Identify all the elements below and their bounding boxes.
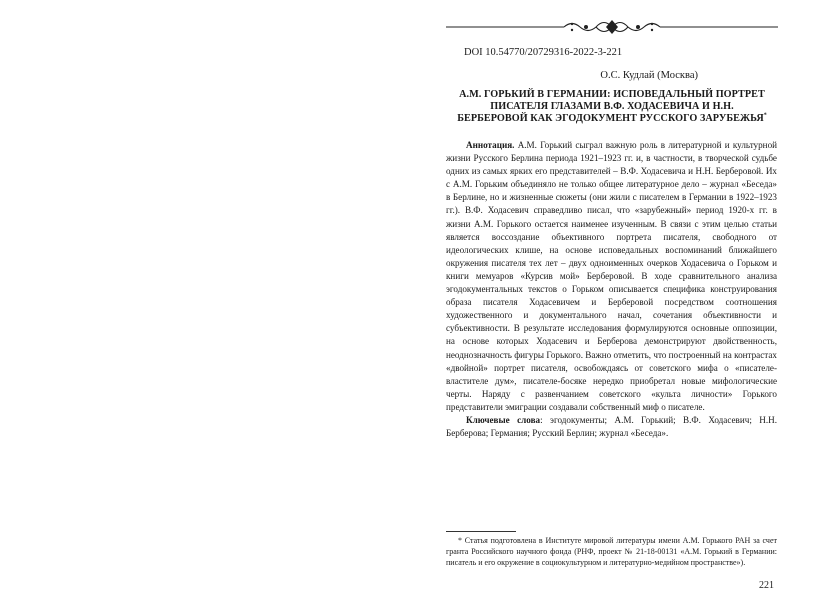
- abstract-paragraph: [446, 139, 777, 414]
- title-footnote-mark: *: [763, 113, 767, 120]
- footnote-text: * Статья подготовлена в Институте мировой литературы имени А.М. Горького РАН за счет гранта Российского научного фонда (РНФ, проект № 21-18-00131 «А.М. Горький в Германии: писатель и его окружение в социокультурном и литературно-медийном пространстве»).: [446, 536, 777, 568]
- footnote-divider: [446, 531, 516, 532]
- abstract: [446, 139, 777, 440]
- footnote: [446, 535, 777, 569]
- abstract-text: А.М. Горький сыграл важную роль в литературной и культурной жизни Русского Берлина периода 1921–1923 гг. и, в частности, в творческой судьбе одних из самых ярких его представителей – В.Ф. Ходасевича и Н.Н. Берберовой. Их с А.М. Горьким объединяло не только общее литературное дело – журнал «Беседа» в Берлине, но и жизненные сюжеты (они жили с писателем в Германии в 1922–1923 гг.). В.Ф. Ходасевич справедливо писал, что «зарубежный» период 1920-х гг. в жизни А.М. Горького остается наименее изученным. В связи с этим целью статьи является воссоздание объективного портрета писателя, свободного от идеологических клише, на основе исповедальных воспоминаний ближайшего окружения писателя тех лет – двух одноименных очерков Ходасевича о Горьком и книги мемуаров «Курсив мой» Берберовой. В ходе сравнительного анализа эгодокументальных текстов о Горьком описывается специфика конструирования образа писателя Ходасевичем и Берберовой посредством соотношения художественного и документального начал, сочетания объективности и субъективности. В результате исследования формулируются основные оппозиции, на основе которых Ходасевич и Берберова демонстрируют двойственность, неоднозначность фигуры Горького. Важно отметить, что построенный на контрастах «двойной» портрет писателя, освобождаясь от советского мифа о «писателе-властителе дум», писателе-босяке нередко приобретал новые мифологические черты. Наряду с развенчанием советского «культа личности» Горького представители эмиграции создавали собственный миф о писателе.: [446, 140, 778, 412]
- keywords-text: : эгодокументы; А.М. Горький; В.Ф. Ходасевич; Н.Н. Берберова; Германия; Русский Берлин; журнал «Беседа».: [446, 414, 778, 439]
- header-ornament: [446, 17, 778, 37]
- page-number: 221: [759, 580, 774, 591]
- abstract-label: Аннотация.: [466, 140, 515, 150]
- keywords-label: Ключевые слова: [466, 414, 541, 425]
- doi: DOI 10.54770/20729316-2022-3-221: [464, 47, 623, 58]
- article-title: [454, 89, 770, 126]
- journal-page: [446, 0, 778, 609]
- keywords-paragraph: [446, 414, 777, 440]
- article-title-text: А.М. ГОРЬКИЙ В ГЕРМАНИИ: ИСПОВЕДАЛЬНЫЙ ПОРТРЕТ ПИСАТЕЛЯ ГЛАЗАМИ В.Ф. ХОДАСЕВИЧА И Н.Н. БЕРБЕРОВОЙ КАК ЭГОДОКУМЕНТ РУССКОГО ЗАРУБЕЖЬЯ: [457, 89, 765, 125]
- author-line: О.С. Кудлай (Москва): [600, 70, 698, 81]
- ornament-divider-icon: [446, 17, 778, 37]
